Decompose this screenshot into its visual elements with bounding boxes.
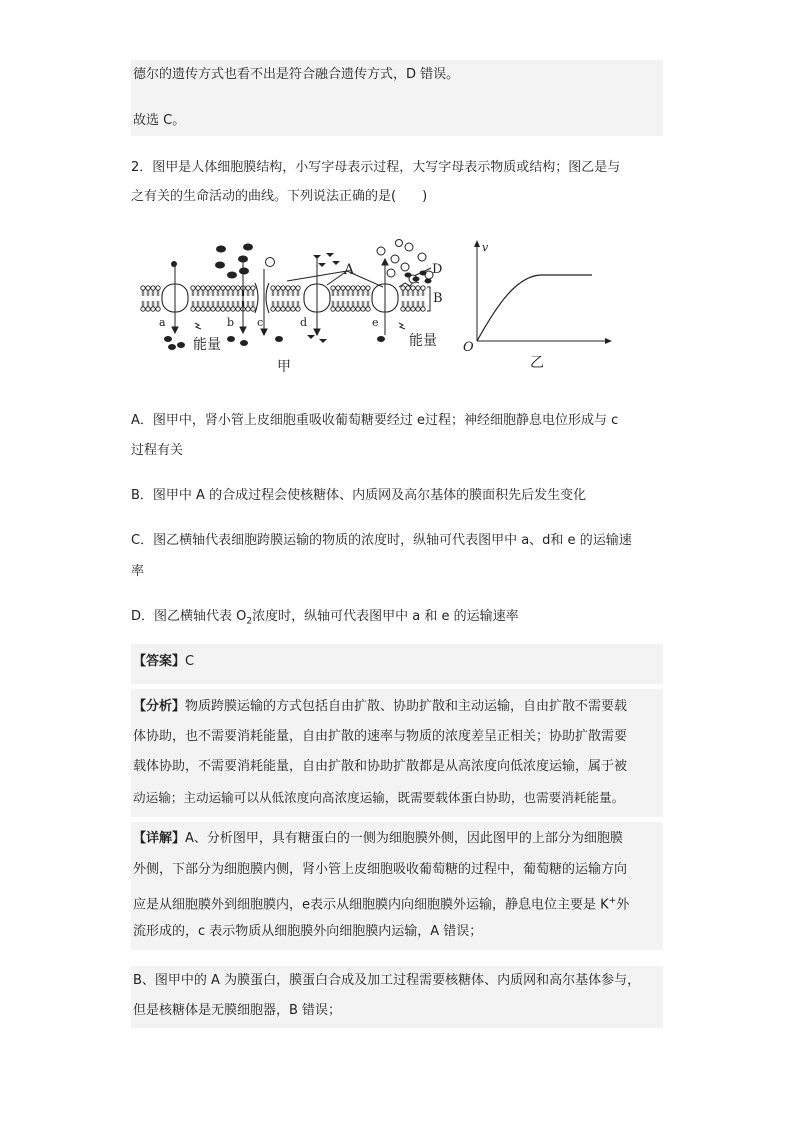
question-stem-line-2: 之有关的生命活动的曲线。下列说法正确的是( ) bbox=[131, 189, 428, 204]
option-D-text-rest: 浓度时，纵轴可代表图甲中 a 和 e 的运输速率 bbox=[252, 609, 519, 624]
label-D: D bbox=[432, 262, 443, 277]
detail-line-6: 但是核糖体是无膜细胞器，B 错误； bbox=[133, 1003, 342, 1018]
channel-protein-c bbox=[255, 283, 269, 313]
text-line: 故选 C。 bbox=[133, 113, 186, 128]
analysis-text: 物质跨膜运输的方式包括自由扩散、协助扩散和主动运输，自由扩散不需要载 bbox=[185, 699, 628, 714]
energy-label-1: 能量 bbox=[193, 337, 221, 353]
answer-tag: 【答案】 bbox=[133, 654, 186, 669]
detail-tag: 【详解】 bbox=[133, 831, 186, 846]
option-C-line-2: 率 bbox=[131, 564, 145, 579]
detail-line-3 bbox=[133, 886, 629, 920]
label-d: d bbox=[300, 316, 308, 329]
answer-value: C bbox=[185, 654, 195, 669]
question-stem-line-1: 2．图甲是人体细胞膜结构，小写字母表示过程，大写字母表示物质或结构；图乙是与 bbox=[131, 160, 621, 175]
detail-line-4: 流形成的，c 表示物质从细胞膜外向细胞膜内运输，A 错误； bbox=[133, 924, 483, 939]
label-A: A bbox=[344, 262, 355, 278]
previous-answer-conclusion bbox=[131, 108, 663, 136]
option-D-text: D．图乙横轴代表 O bbox=[131, 609, 247, 624]
label-a: a bbox=[159, 316, 166, 329]
label-c: c bbox=[257, 316, 264, 329]
option-D-subscript: 2 bbox=[246, 616, 253, 627]
analysis-block bbox=[131, 689, 663, 817]
origin-O: O bbox=[463, 340, 474, 355]
graph-yi bbox=[463, 240, 612, 371]
energy-label-2: 能量 bbox=[409, 333, 437, 349]
detail-superscript: + bbox=[608, 896, 617, 906]
answer-line bbox=[133, 647, 194, 677]
detail-line-3-rest: 外 bbox=[616, 897, 630, 913]
previous-answer-tail bbox=[131, 60, 663, 108]
detail-line-2: 外侧，下部分为细胞膜内侧，肾小管上皮细胞吸收葡萄糖的过程中，葡萄糖的运输方向 bbox=[133, 862, 628, 877]
option-C-line-1: C．图乙横轴代表细胞跨膜运输的物质的浓度时，纵轴可代表图甲中 a、d和 e 的运输速 bbox=[131, 533, 632, 548]
detail-block-b bbox=[131, 966, 663, 1028]
solute-molecules-outside bbox=[171, 244, 340, 279]
detail-line-5: B、图甲中的 A 为膜蛋白，膜蛋白合成及加工过程需要核糖体、内质网和高尔基体参与， bbox=[133, 973, 641, 988]
bracket-B bbox=[427, 287, 430, 311]
analysis-line-4: 动运输；主动运输可以从低浓度向高浓度运输，既需要载体蛋白协助，也需要消耗能量。 bbox=[133, 790, 625, 805]
detail-text: A、分析图甲，具有糖蛋白的一侧为细胞膜外侧，因此图甲的上部分为细胞膜 bbox=[185, 831, 623, 846]
membrane-figure bbox=[137, 235, 617, 384]
membrane-diagram bbox=[137, 235, 617, 380]
label-e: e bbox=[372, 316, 379, 329]
answer-block bbox=[131, 644, 663, 684]
option-B: B．图甲中 A 的合成过程会使核糖体、内质网及高尔基体的膜面积先后发生变化 bbox=[131, 488, 587, 503]
saturation-curve bbox=[477, 275, 592, 341]
caption-yi: 乙 bbox=[530, 355, 544, 371]
option-A-line-1: A．图甲中，肾小管上皮细胞重吸收葡萄糖要经过 e过程；神经细胞静息电位形成与 c bbox=[131, 413, 619, 428]
analysis-tag: 【分析】 bbox=[133, 699, 186, 714]
detail-block bbox=[131, 822, 663, 950]
caption-jia: 甲 bbox=[277, 359, 291, 375]
label-b: b bbox=[227, 316, 235, 329]
detail-line-1 bbox=[133, 824, 623, 854]
option-D bbox=[131, 602, 663, 637]
option-A-line-2: 过程有关 bbox=[131, 443, 184, 458]
text-line: 德尔的遗传方式也看不出是符合融合遗传方式，D 错误。 bbox=[133, 67, 460, 82]
analysis-line-1 bbox=[133, 692, 627, 722]
detail-line-3-text: 应是从细胞膜外到细胞膜内，e表示从细胞膜内向细胞膜外运输，静息电位主要是 K bbox=[133, 897, 609, 913]
analysis-line-3: 载体协助，不需要消耗能量，自由扩散和协助扩散都是从高浓度向低浓度运输，属于被 bbox=[133, 759, 628, 774]
label-B: B bbox=[433, 291, 443, 306]
analysis-line-2: 体协助，也不需要消耗能量，自由扩散的速率与物质的浓度差呈正相关；协助扩散需要 bbox=[133, 729, 628, 744]
axis-v: v bbox=[482, 241, 489, 254]
